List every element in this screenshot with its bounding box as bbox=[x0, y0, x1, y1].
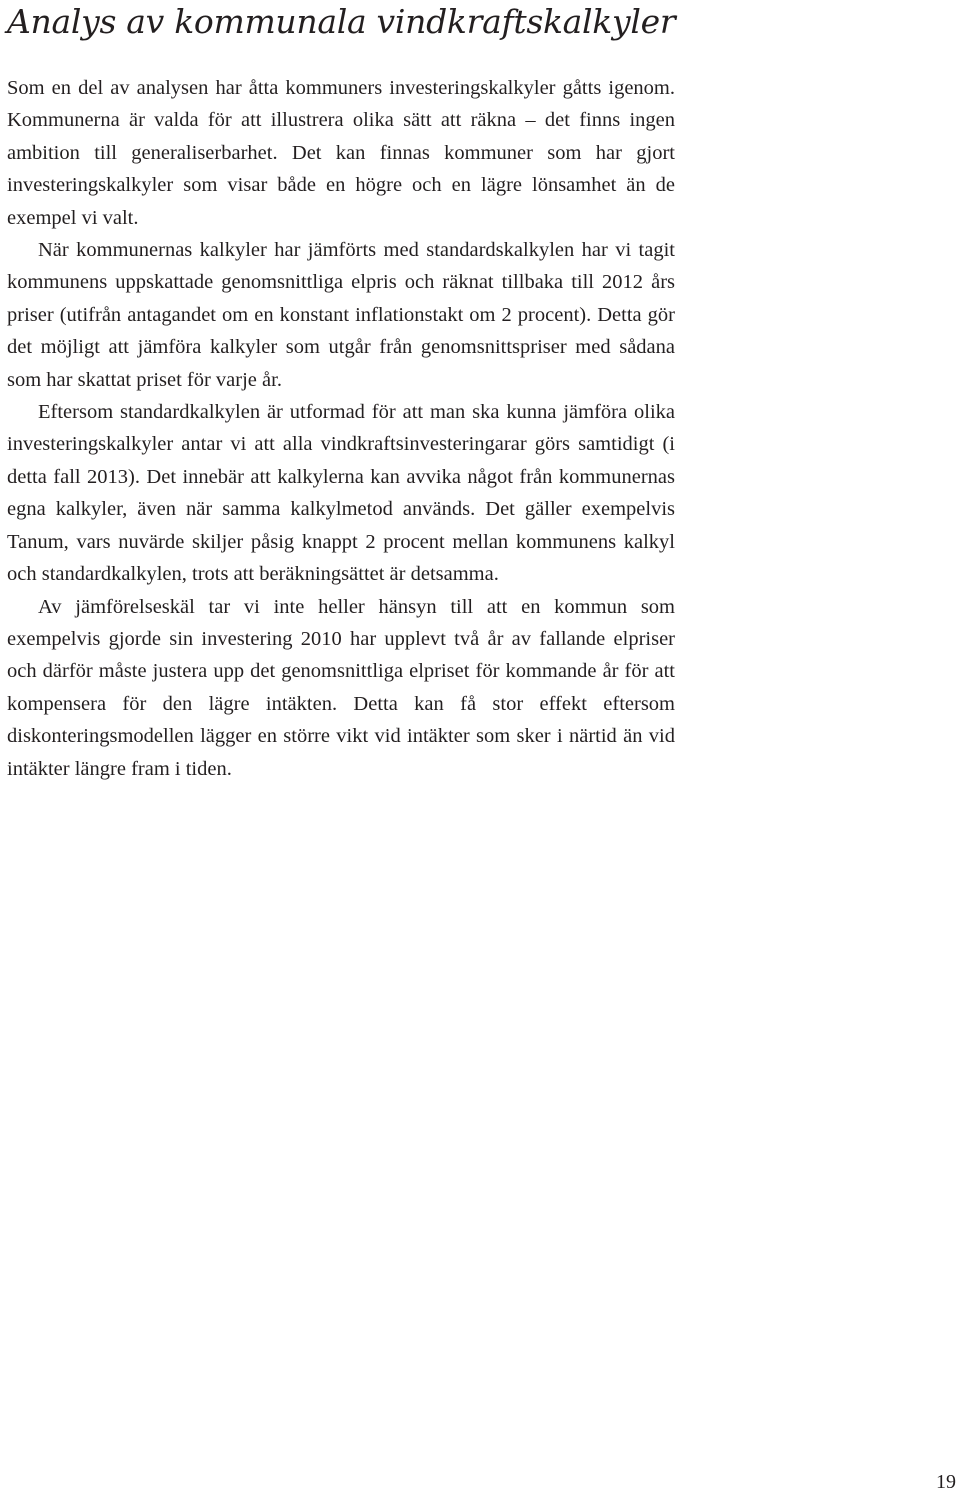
page-title: Analys av kommunala vindkraftskalkyler bbox=[7, 2, 676, 41]
paragraph-comparison-reasons: Av jämförelseskäl tar vi inte heller hänsyn till att en kommun som exempelvis gjorde sin investering 2010 har upplevt två år av fallande elpriser och därför måste justera upp det genomsnittliga elpriset för kommande år för att kompensera för den lägre intäkten. Detta kan få stor effekt eftersom diskonteringsmodellen lägger en större vikt vid intäkter som sker i närtid än vid intäkter längre fram i tiden. bbox=[7, 595, 675, 780]
paragraph-intro: Som en del av analysen har åtta kommuners investeringskalkyler gåtts igenom. Kommunerna är valda för att illustrera olika sätt att räkna – det finns ingen ambition till generaliserbarhet. Det kan finnas kommuner som har gjort investeringskalkyler som visar både en högre och en lägre lönsamhet än de exempel vi valt. bbox=[7, 77, 675, 229]
paragraph-comparison-method: När kommunernas kalkyler har jämförts med standardskalkylen har vi tagit kommunens uppskattade genomsnittliga elpris och räknat tillbaka till 2012 års priser (utifrån antagandet om en konstant inflationstakt om 2 procent). Detta gör det möjligt att jämföra kalkyler som utgår från genomsnittspriser med sådana som har skattat priset för varje år. bbox=[7, 239, 675, 391]
body-text bbox=[7, 72, 675, 785]
page-number: 19 bbox=[936, 1471, 956, 1493]
paragraph-standard-calculation: Eftersom standardkalkylen är utformad för att man ska kunna jämföra olika investeringskalkyler antar vi att alla vindkraftsinvesteringarar görs samtidigt (i detta fall 2013). Det innebär att kalkylerna kan avvika något från kommunernas egna kalkyler, även när samma kalkylmetod används. Det gäller exempelvis Tanum, vars nuvärde skiljer påsig knappt 2 procent mellan kommunens kalkyl och standardkalkylen, trots att beräkningsättet är detsamma. bbox=[7, 401, 675, 586]
